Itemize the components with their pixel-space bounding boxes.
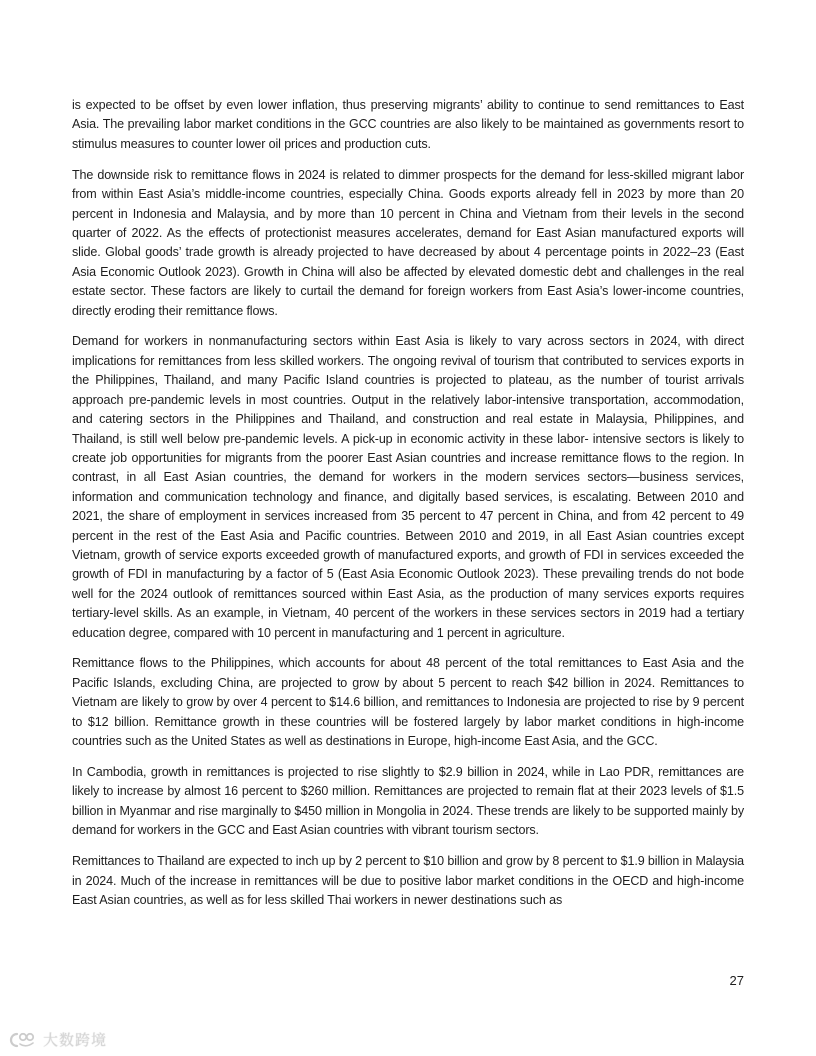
watermark-text: 大数跨境: [43, 1031, 108, 1049]
paragraph-4: Remittance flows to the Philippines, which accounts for about 48 percent of the total remittances to East Asia and the Pacific Islands, excluding China, are projected to grow by about 5 percent to reach $42 billion in 2024. Remittances to Vietnam are likely to grow by over 4 percent to $14.6 billion, and remittances to Indonesia are projected to rise by 9 percent to $12 billion. Remittance growth in these countries will be fostered largely by labor market conditions in high-income countries such as the United States as well as destinations in Europe, high-income East Asia, and the GCC.: [72, 656, 744, 749]
paragraph-6: Remittances to Thailand are expected to inch up by 2 percent to $10 billion and grow by 8 percent to $1.9 billion in Malaysia in 2024. Much of the increase in remittances will be due to positive labor market conditions in the OECD and high-income East Asian countries, as well as for less skilled Thai workers in newer destinations such as: [72, 854, 744, 907]
paragraph-2: The downside risk to remittance flows in 2024 is related to dimmer prospects for the demand for less-skilled migrant labor from within East Asia’s middle-income countries, especially China. Goods exports already fell in 2023 by more than 20 percent in Indonesia and Malaysia, and by more than 10 percent in China and Vietnam from their levels in the second quarter of 2022. As the effects of protectionist measures accelerates, demand for East Asian manufactured exports will slide. Global goods’ trade growth is already projected to have decreased by about 4 percentage points in 2022–23 (East Asia Economic Outlook 2023). Growth in China will also be affected by elevated domestic debt and challenges in the real estate sector. These factors are likely to curtail the demand for foreign workers from East Asia’s lower-income countries, directly eroding their remittance flows.: [72, 167, 744, 318]
page-number: 27: [729, 973, 744, 988]
paragraph-3: Demand for workers in nonmanufacturing sectors within East Asia is likely to vary across sectors in 2024, with direct implications for remittances from less skilled workers. The ongoing revival of tourism that contributed to services exports in the Philippines, Thailand, and many Pacific Island countries is projected to plateau, as the number of tourist arrivals approach pre-pandemic levels in most countries. Output in the relatively labor-intensive transportation, accommodation, and catering sectors in the Philippines and Thailand, and construction and real estate in Malaysia, Philippines, and Thailand, is still well below pre-pandemic levels. A pick-up in economic activity in these labor- intensive sectors is likely to create job opportunities for migrants from the poorer East Asian countries and increase remittance flows to the region. In contrast, in all East Asian countries, the demand for workers in the modern services sectors—business services, information and communication technology and finance, and digitally based services, is escalating. Between 2010 and 2021, the share of employment in services increased from 35 percent to 47 percent in China, and from 42 percent to 49 percent in the rest of the East Asia and Pacific countries. Between 2010 and 2019, in all East Asian countries except Vietnam, growth of service exports exceeded growth of manufactured exports, and growth of FDI in services exceeded the growth of FDI in manufacturing by a factor of 5 (East Asia Economic Outlook 2023). These prevailing trends do not bode well for the 2024 outlook of remittances sourced within East Asia, as the production of many services exports requires tertiary-level skills. As an example, in Vietnam, 40 percent of the workers in these services sectors in 2019 had a tertiary education degree, compared with 10 percent in manufacturing and 1 percent in agriculture.: [72, 334, 744, 640]
page-body: [72, 96, 744, 922]
watermark: [8, 1029, 107, 1050]
paragraph-1: is expected to be offset by even lower inflation, thus preserving migrants’ ability to continue to send remittances to East Asia. The prevailing labor market conditions in the GCC countries are also likely to be maintained as governments resort to stimulus measures to counter lower oil prices and production cuts.: [72, 98, 744, 151]
watermark-logo-icon: [8, 1031, 38, 1049]
paragraph-5: In Cambodia, growth in remittances is projected to rise slightly to $2.9 billion in 2024, while in Lao PDR, remittances are likely to increase by almost 16 percent to $260 million. Remittances are projected to remain flat at their 2023 levels of $1.5 billion in Myanmar and rise marginally to $450 million in Mongolia in 2024. These trends are likely to be supported mainly by demand for workers in the GCC and East Asian countries with vibrant tourism sectors.: [72, 765, 744, 838]
